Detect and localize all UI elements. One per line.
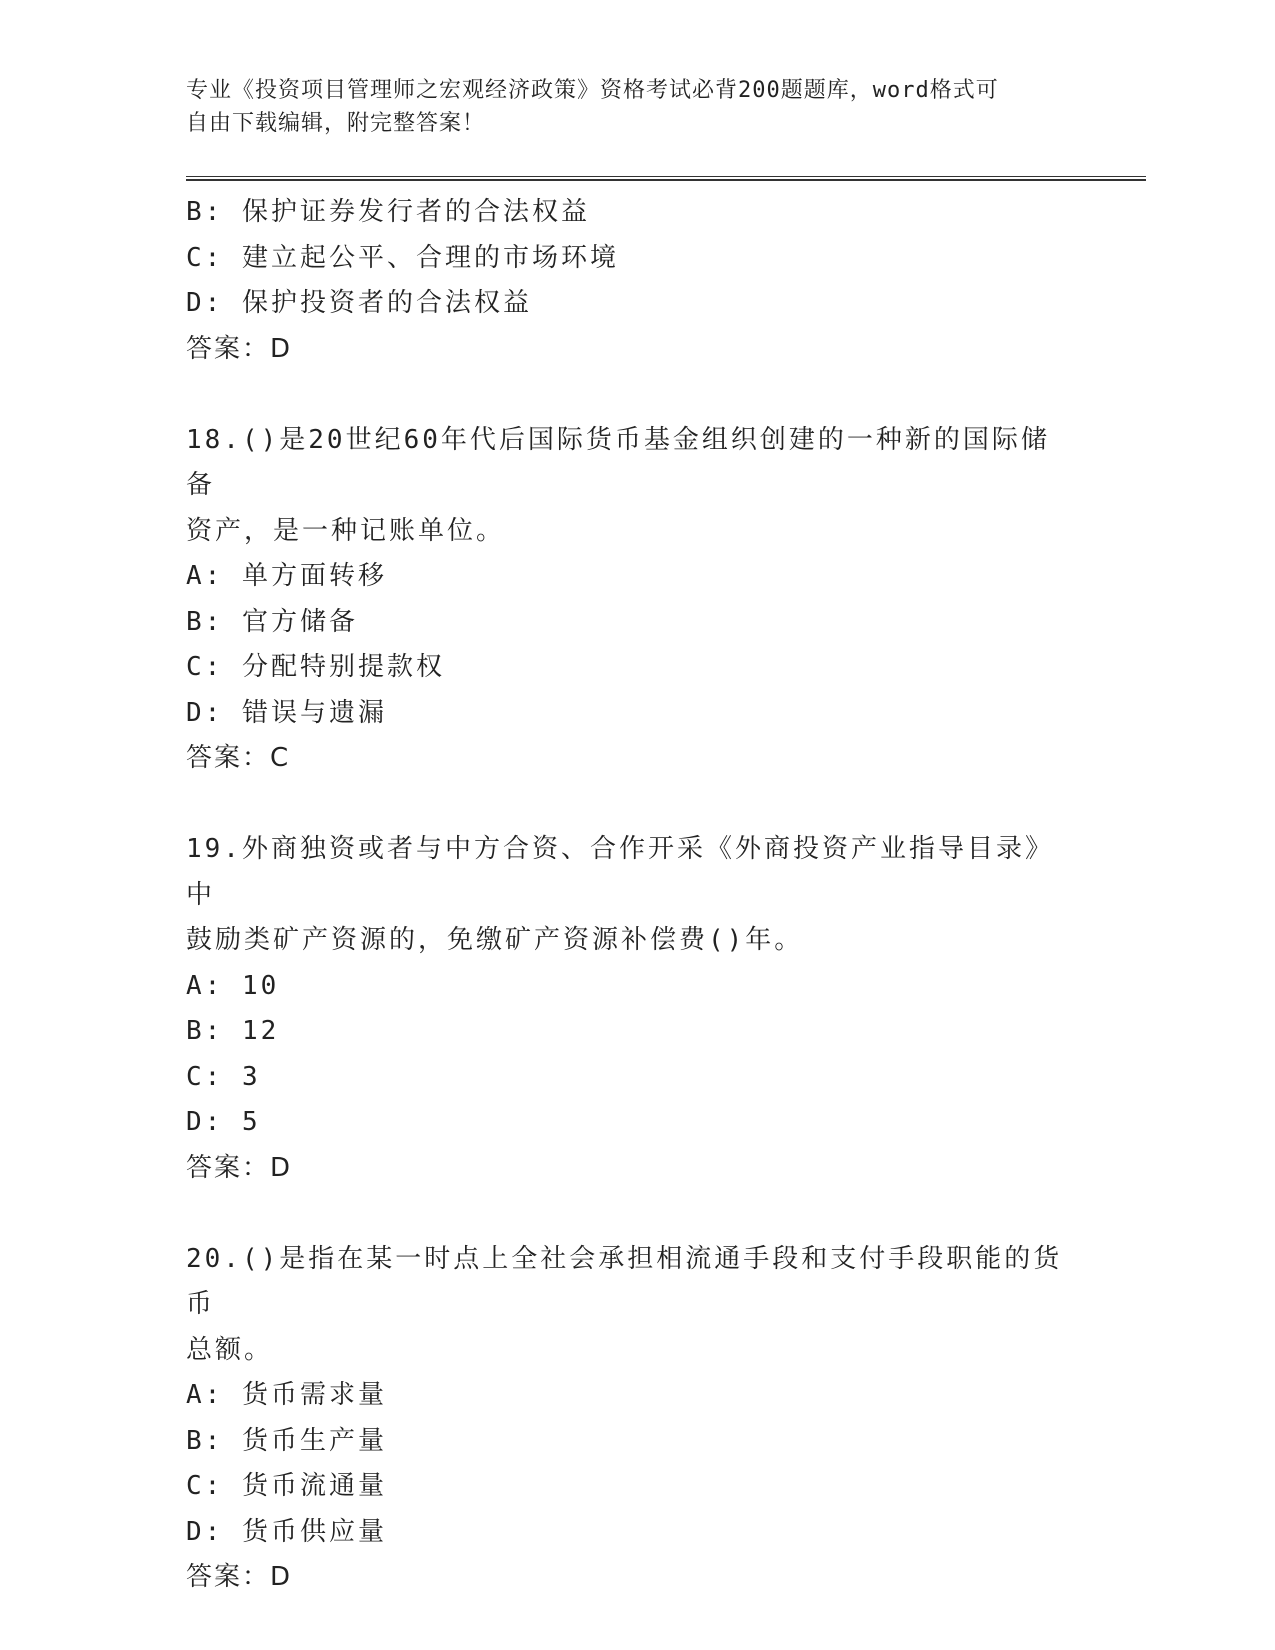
question-stem-line-2: 鼓励类矿产资源的，免缴矿产资源补偿费()年。 — [186, 925, 804, 955]
question-stem-line-2: 总额。 — [186, 1334, 274, 1365]
header-line-1: 专业《投资项目管理师之宏观经济政策》资格考试必背200题题库，word格式可 — [186, 78, 999, 103]
prev-question-block — [186, 190, 1146, 372]
header-divider — [186, 176, 1146, 181]
question-19 — [186, 827, 1146, 1191]
answer-line: 答案：C — [186, 743, 291, 773]
option-c: C: 分配特别提款权 — [186, 652, 445, 682]
option-c: C: 3 — [186, 1061, 261, 1092]
option-a: A: 10 — [186, 970, 280, 1001]
answer-line: 答案：D — [186, 1562, 293, 1592]
question-stem-line-1: 19.外商独资或者与中方合资、合作开采《外商投资产业指导目录》中 — [186, 834, 1054, 910]
spacer — [186, 782, 1146, 828]
question-stem-line-1: 20.()是指在某一时点上全社会承担相流通手段和支付手段职能的货币 — [186, 1243, 1063, 1319]
option-b: B: 保护证券发行者的合法权益 — [186, 197, 590, 227]
question-18 — [186, 418, 1146, 782]
spacer — [186, 372, 1146, 418]
answer-line: 答案：D — [186, 1152, 293, 1183]
option-a: A: 单方面转移 — [186, 561, 387, 591]
option-b: B: 官方储备 — [186, 606, 358, 637]
header-line-2: 自由下载编辑，附完整答案！ — [186, 111, 486, 136]
question-20 — [186, 1237, 1146, 1601]
question-stem — [186, 1237, 1066, 1374]
question-stem-line-2: 资产，是一种记账单位。 — [186, 515, 506, 546]
document-header — [186, 74, 1086, 140]
question-stem — [186, 418, 1066, 555]
option-d: D: 货币供应量 — [186, 1516, 387, 1547]
option-c: C: 货币流通量 — [186, 1471, 387, 1501]
question-stem — [186, 827, 1066, 964]
question-list — [186, 190, 1146, 1601]
option-d: D: 保护投资者的合法权益 — [186, 288, 532, 318]
option-b: B: 12 — [186, 1016, 280, 1046]
option-d: D: 5 — [186, 1107, 261, 1137]
option-b: B: 货币生产量 — [186, 1425, 387, 1456]
question-stem-line-1: 18.()是20世纪60年代后国际货币基金组织创建的一种新的国际储备 — [186, 424, 1050, 500]
option-a: A: 货币需求量 — [186, 1380, 387, 1410]
option-c: C: 建立起公平、合理的市场环境 — [186, 242, 619, 273]
spacer — [186, 1191, 1146, 1237]
answer-line: 答案：D — [186, 333, 293, 364]
option-d: D: 错误与遗漏 — [186, 697, 387, 728]
